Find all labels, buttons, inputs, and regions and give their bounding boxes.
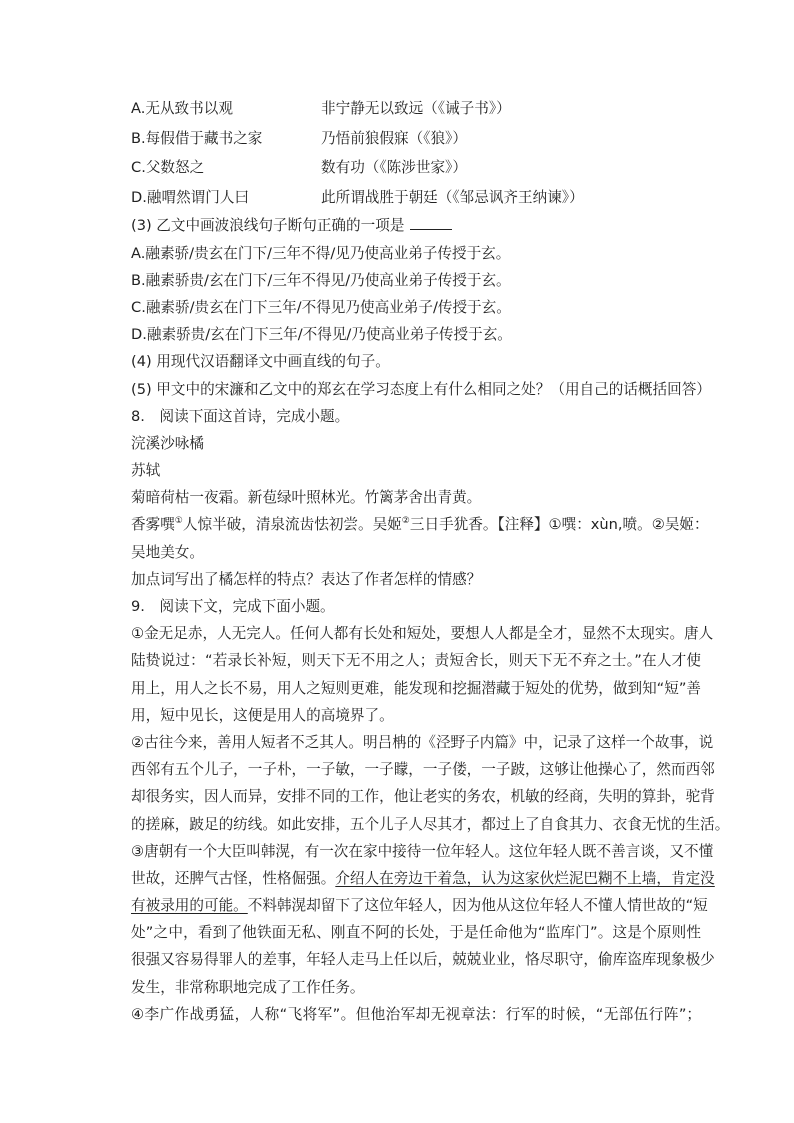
question-8-prompt: 加点词写出了橘怎样的特点？表达了作者怎样的情感？ (131, 570, 482, 588)
option-left: C.父数怒之 (131, 159, 205, 177)
option-row-d (131, 183, 701, 213)
paragraph-line: ①金无足赤，人无完人。任何人都有长处和短处，要想人人都是全才，显然不太现实。唐人 (131, 625, 714, 643)
paragraph-3 (131, 838, 715, 1001)
question-3-choice-a: A.融素骄/贵玄在门下/三年不得/见乃使高业弟子传授于玄。 (131, 244, 511, 262)
option-right: 非宁静无以致远（《诫子书》） (321, 100, 511, 117)
paragraph-line: 处”之中，看到了他铁面无私、刚直不阿的长处，于是任命他为“监库门”。这是个原则性 (131, 924, 701, 942)
paragraph-line: 却很务实，因人而异，安排不同的工作，他让老实的务农，机敏的经商，失明的算卦，驼背 (131, 788, 715, 806)
document-page (131, 94, 730, 1028)
option-left: A.无从致书以观 (131, 100, 233, 117)
paragraph-line: 陆贽说过：“若录长补短，则天下无不用之人；责短舍长，则天下无不弃之士。”在人才使 (131, 652, 701, 670)
verse-text: 香雾噀 (131, 516, 175, 534)
underlined-sentence: 有被录用的可能。 (131, 897, 248, 915)
option-row-c (131, 153, 701, 183)
paragraph-4-line: ④李广作战勇猛，人称“飞将军”。但他治军却无视章法：行军的时候，“无部伍行阵”； (131, 1005, 701, 1023)
option-left: D.融喟然谓门人曰 (131, 188, 250, 206)
option-right: 乃悟前狼假寐（《狼》） (321, 129, 467, 147)
question-3-choice-c: C.融素骄/贵玄在门下三年/不得见乃使高业弟子/传授于玄。 (131, 298, 511, 316)
verse-text: 人惊半破，清泉流齿怯初尝。吴姬 (182, 516, 402, 534)
paragraph-line: 很强又容易得罪人的差事，年轻人走马上任以后，兢兢业业，恪尽职守，偷库盗库现象极少 (131, 951, 715, 969)
answer-blank (410, 214, 452, 230)
paragraph-line: 用上，用人之长不易，用人之短则更难，能发现和挖掘潜藏于短处的优势，做到知“短”善 (131, 679, 701, 697)
poem-author: 苏轼 (131, 462, 161, 480)
option-right: 此所谓战胜于朝廷（《邹忌讽齐王纳谏》） (321, 188, 584, 206)
paragraph-line: 发生，非常称职地完成了工作任务。 (131, 978, 365, 996)
poem-verse-2 (131, 511, 709, 538)
paragraph-line: 的搓麻，跛足的纺线。如此安排，五个儿子人尽其才，都过上了自食其力、衣食无忧的生活。 (131, 815, 730, 833)
verse-text: 三日手犹香。【注释】①噀：xùn,喷。②吴姬： (409, 516, 709, 534)
paragraph-1 (131, 620, 714, 729)
option-row-a (131, 94, 701, 124)
paragraph-line: 用，短中见长，这便是用人的高境界了。 (131, 706, 394, 724)
plain-text: 世故，还脾气古怪，性格倔强。 (131, 869, 336, 887)
paragraph-2 (131, 729, 730, 838)
question-9-heading: 9. 阅读下文，完成下面小题。 (131, 598, 335, 615)
question-3-stem (131, 212, 701, 239)
question-4: (4) 用现代汉语翻译文中画直线的句子。 (131, 353, 390, 371)
question-8-heading: 8. 阅读下面这首诗，完成小题。 (131, 407, 350, 425)
question-3-text: (3) 乙文中画波浪线句子断句正确的一项是 (131, 217, 405, 235)
question-3-choice-d: D.融素骄贵/玄在门下三年/不得见/乃使高业弟子传授于玄。 (131, 326, 512, 344)
poem-title: 浣溪沙咏橘 (131, 434, 204, 452)
paragraph-line (131, 892, 708, 919)
option-row-b (131, 124, 701, 154)
poem-verse-1: 菊暗荷枯一夜霜。新苞绿叶照林光。竹篱茅舍出青黄。 (131, 489, 482, 507)
paragraph-line: ③唐朝有一个大臣叫韩滉，有一次在家中接待一位年轻人。这位年轻人既不善言谈，又不懂 (131, 842, 714, 860)
question-3-choice-b: B.融素骄贵/玄在门下/三年不得见/乃使高业弟子传授于玄。 (131, 271, 511, 289)
question-5: (5) 甲文中的宋濂和乙文中的郑玄在学习态度上有什么相同之处？（用自己的话概括回答） (131, 380, 711, 398)
underlined-sentence: 介绍人在旁边干着急，认为这家伙烂泥巴糊不上墙，肯定没 (335, 869, 715, 887)
footnote-marker: ① (174, 516, 183, 527)
plain-text: 不料韩滉却留下了这位年轻人，因为他从这位年轻人不懂人情世故的“短 (247, 897, 708, 915)
option-right: 数有功（《陈涉世家》） (321, 159, 467, 177)
poem-note-continued: 吴地美女。 (131, 543, 204, 561)
paragraph-line: ②古往今来，善用人短者不乏其人。明吕柟的《泾野子内篇》中，记录了这样一个故事，说 (131, 733, 714, 751)
paragraph-line: 西邻有五个儿子，一子朴，一子敏，一子矇，一子偻，一子跛，这够让他操心了，然而西邻 (131, 761, 715, 779)
option-left: B.每假借于藏书之家 (131, 129, 263, 147)
footnote-marker: ② (401, 516, 410, 527)
paragraph-line (131, 865, 715, 892)
